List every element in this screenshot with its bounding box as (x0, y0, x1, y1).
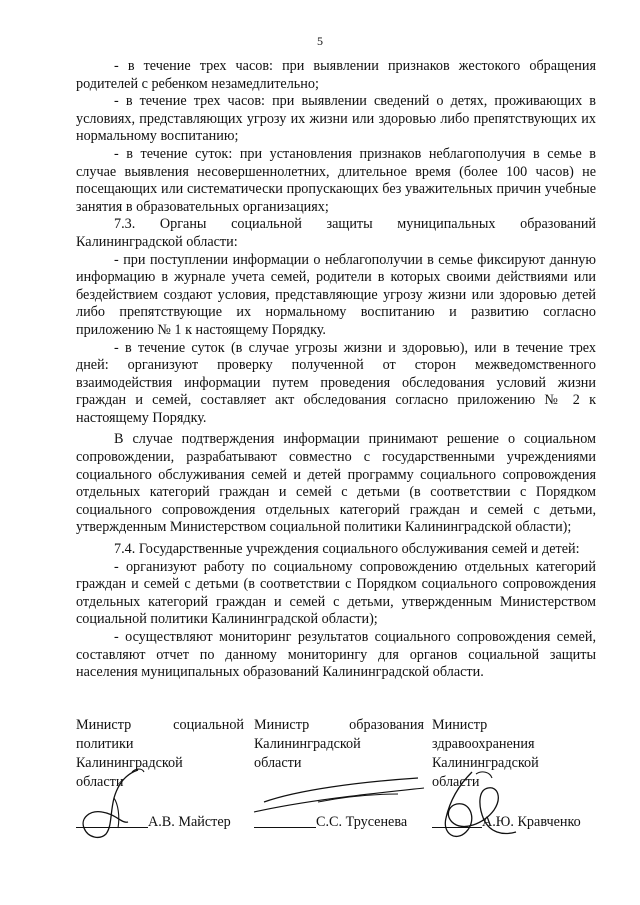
paragraph: - в течение трех часов: при выявлении сведений о детях, проживающих в условиях, представляющих угрозу их жизни или здоровью либо препятствующих их нормальному воспитанию; (76, 93, 596, 145)
paragraph: - осуществляют мониторинг результатов социального сопровождения семей, составляют отчет по данному мониторингу для органов социальной защиты населения муниципальных образований Калининградской области. (76, 629, 596, 681)
handwritten-signature-trusenova (248, 772, 428, 824)
paragraph: - в течение суток: при установления признаков неблагополучия в семье в случае выявления несовершеннолетних, длительное время (более 100 часов) не посещающих или систематически пропускающих без уважительных причин учебные занятия в образовательных организациях; (76, 145, 596, 215)
paragraph: - в течение трех часов: при выявлении признаков жестокого обращения родителей с ребенком незамедлительно; (76, 58, 596, 92)
page-number: 5 (317, 34, 323, 48)
signatory-title-education: Министр образования Калининградской области (254, 717, 424, 771)
signatory-name: А.В. Майстер (148, 814, 231, 830)
handwritten-signature-maister (78, 764, 150, 842)
document-body (76, 58, 596, 682)
signatory-title-social-policy: Министр социальной политики Калининградской области (76, 717, 244, 790)
signatory-name: А.Ю. Кравченко (482, 814, 581, 830)
paragraph: - в течение суток (в случае угрозы жизни и здоровью), или в течение трех дней: организуют проверку полученной от сторон межведомственного взаимодействия информации путем проведения обследования условий жизни граждан и семей, составляет акт обследования согласно приложению № 2 к настоящему Порядку. (76, 339, 596, 426)
paragraph: В случае подтверждения информации принимают решение о социальном сопровождении, разрабатывают совместно с государственными учреждениями социального обслуживания семей и детей программу социального сопровождения отдельных категорий граждан и семей с детьми (в соответствии с Порядком социального сопровождения отдельных категорий граждан и семей с детьми, утвержденным Министерством социальной политики Калининградской области); (76, 431, 596, 536)
paragraph: - при поступлении информации о неблагополучии в семье фиксируют данную информацию в журнале учета семей, родители в которых своими действиями или бездействием создают условия, представляющие угрозу жизни или здоровью детей либо препятствующие их нормальному воспитанию и развитию согласно приложению № 1 к настоящему Порядку. (76, 251, 596, 338)
signatory-title-health: Министр здравоохранения Калининградской области (432, 717, 539, 790)
signatory-name: С.С. Трусенева (316, 814, 408, 830)
section-heading-7-4: 7.4. Государственные учреждения социального обслуживания семей и детей: (114, 541, 580, 558)
signature-block (76, 716, 596, 830)
section-heading-7-3: 7.3. Органы социальной защиты муниципальных образований Калининградской области: (76, 216, 596, 250)
handwritten-signature-kravchenko (432, 766, 522, 846)
paragraph: - организуют работу по социальному сопровождению отдельных категорий граждан и семей с детьми (в соответствии с Порядком социального сопровождения отдельных категорий граждан и семей с детьми, утвержденным Министерством социальной политики Калининградской области); (76, 558, 596, 628)
